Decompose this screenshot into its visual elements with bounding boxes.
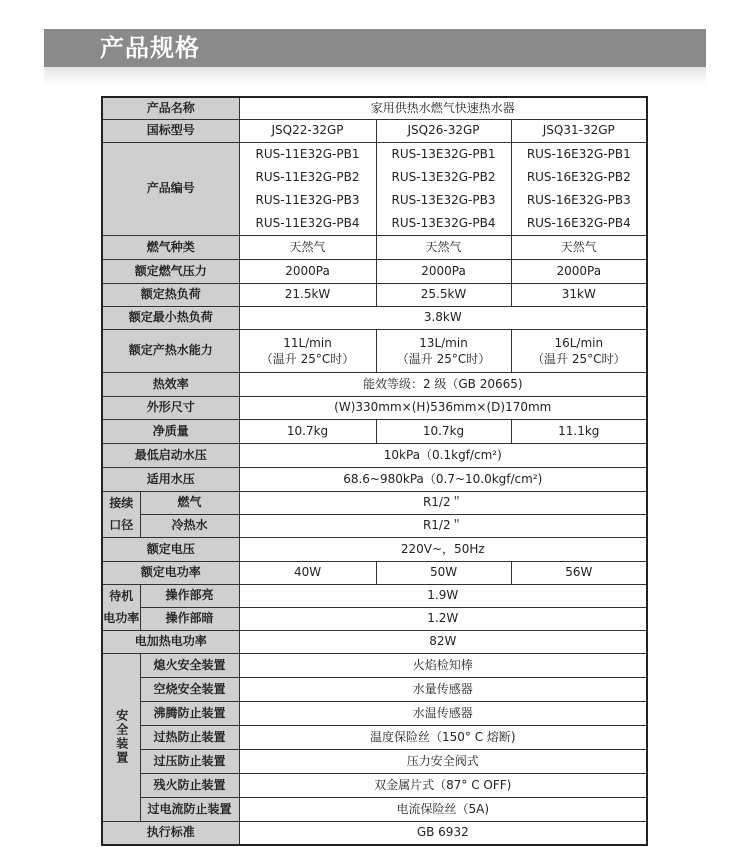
row-label: 操作部亮	[140, 584, 239, 607]
row-label: 热效率	[102, 372, 239, 396]
dimensions-value: (W)330mm×(H)536mm×(D)170mm	[239, 396, 647, 419]
row-label: 燃气种类	[102, 235, 239, 259]
product-code: RUS-11E32G-PB2	[255, 169, 360, 184]
gas-type-value: 天然气	[511, 235, 647, 259]
row-label: 适用水压	[102, 467, 239, 491]
safety-value: 双金属片式（87° C OFF)	[239, 773, 647, 797]
water-connection-value: R1/2＂	[239, 514, 647, 537]
hot-water-capacity-cell	[511, 329, 647, 372]
row-label: 额定燃气压力	[102, 259, 239, 283]
row-label: 执行标准	[102, 821, 239, 845]
row-label: 过电流防止装置	[140, 797, 239, 821]
row-label: 额定电功率	[102, 561, 239, 584]
min-heat-load-value: 3.8kW	[239, 306, 647, 329]
table-row	[102, 283, 647, 306]
gas-pressure-value: 2000Pa	[239, 259, 376, 283]
table-row	[102, 725, 647, 749]
product-code: RUS-13E32G-PB1	[391, 146, 496, 161]
group-label-line: 口径	[109, 518, 134, 532]
safety-value: 水温传感器	[239, 701, 647, 725]
rated-power-value: 40W	[239, 561, 376, 584]
hot-water-capacity-value: 11L/min	[283, 335, 332, 350]
table-row	[102, 537, 647, 561]
row-label: 冷热水	[140, 514, 239, 537]
heat-load-value: 21.5kW	[239, 283, 376, 306]
rated-power-value: 56W	[511, 561, 647, 584]
hot-water-capacity-note: （温升 25°C时）	[260, 351, 355, 366]
safety-value: 火焰检知棒	[239, 653, 647, 677]
safety-value: 压力安全阀式	[239, 749, 647, 773]
hot-water-capacity-value: 16L/min	[554, 335, 604, 350]
product-code: RUS-13E32G-PB2	[391, 169, 496, 184]
row-label: 过热防止装置	[140, 725, 239, 749]
product-name-value: 家用供热水燃气快速热水器	[239, 97, 647, 119]
safety-group-label	[102, 653, 140, 821]
group-label-line: 待机	[109, 589, 134, 603]
safety-group-text: 安全装置	[114, 709, 129, 765]
spec-table	[101, 96, 648, 846]
connection-group-label	[102, 491, 140, 537]
heat-load-value: 25.5kW	[376, 283, 511, 306]
product-code: RUS-11E32G-PB3	[255, 192, 360, 207]
table-row	[102, 561, 647, 584]
table-row	[102, 491, 647, 514]
product-code: RUS-13E32G-PB4	[391, 215, 496, 230]
model-value: JSQ31-32GP	[511, 119, 647, 142]
table-row	[102, 443, 647, 467]
group-label-line: 接续	[109, 496, 134, 510]
product-code: RUS-13E32G-PB3	[391, 192, 496, 207]
table-row	[102, 607, 647, 630]
row-label: 操作部暗	[140, 607, 239, 630]
table-row	[102, 235, 647, 259]
row-label: 燃气	[140, 491, 239, 514]
table-row	[102, 142, 647, 235]
gas-connection-value: R1/2＂	[239, 491, 647, 514]
row-label: 沸腾防止装置	[140, 701, 239, 725]
table-row	[102, 259, 647, 283]
product-code: RUS-11E32G-PB4	[255, 215, 360, 230]
product-code-cell	[239, 142, 376, 235]
section-header-shadow	[44, 67, 706, 85]
standby-bright-value: 1.9W	[239, 584, 647, 607]
row-label: 额定最小热负荷	[102, 306, 239, 329]
gas-pressure-value: 2000Pa	[511, 259, 647, 283]
table-row	[102, 119, 647, 142]
row-label: 额定产热水能力	[102, 329, 239, 372]
gas-type-value: 天然气	[376, 235, 511, 259]
product-code: RUS-16E32G-PB2	[526, 169, 631, 184]
table-row	[102, 701, 647, 725]
hot-water-capacity-cell	[376, 329, 511, 372]
row-label: 外形尺寸	[102, 396, 239, 419]
row-label: 额定电压	[102, 537, 239, 561]
standard-value: GB 6932	[239, 821, 647, 845]
product-code-cell	[511, 142, 647, 235]
table-row	[102, 773, 647, 797]
min-start-pressure-value: 10kPa（0.1kgf/cm²)	[239, 443, 647, 467]
product-code: RUS-16E32G-PB1	[526, 146, 631, 161]
table-row	[102, 749, 647, 773]
rated-power-value: 50W	[376, 561, 511, 584]
standby-dark-value: 1.2W	[239, 607, 647, 630]
row-label: 空烧安全装置	[140, 677, 239, 701]
group-label-line: 电功率	[103, 611, 140, 625]
row-label: 产品名称	[102, 97, 239, 119]
table-row	[102, 514, 647, 537]
product-code-cell	[376, 142, 511, 235]
row-label: 电加热电功率	[102, 630, 239, 653]
product-code: RUS-16E32G-PB4	[526, 215, 631, 230]
safety-value: 电流保险丝（5A)	[239, 797, 647, 821]
table-row	[102, 653, 647, 677]
net-weight-value: 10.7kg	[376, 419, 511, 443]
hot-water-capacity-value: 13L/min	[419, 335, 468, 350]
safety-value: 水量传感器	[239, 677, 647, 701]
table-row	[102, 467, 647, 491]
heat-load-value: 31kW	[511, 283, 647, 306]
heating-power-value: 82W	[239, 630, 647, 653]
table-row	[102, 677, 647, 701]
table-row	[102, 797, 647, 821]
hot-water-capacity-cell	[239, 329, 376, 372]
row-label: 残火防止装置	[140, 773, 239, 797]
row-label: 额定热负荷	[102, 283, 239, 306]
table-row	[102, 419, 647, 443]
gas-pressure-value: 2000Pa	[376, 259, 511, 283]
row-label: 国标型号	[102, 119, 239, 142]
standby-group-label	[102, 584, 140, 630]
rated-voltage-value: 220V~，50Hz	[239, 537, 647, 561]
net-weight-value: 10.7kg	[239, 419, 376, 443]
efficiency-value: 能效等级：2 级（GB 20665)	[239, 372, 647, 396]
row-label: 净质量	[102, 419, 239, 443]
model-value: JSQ26-32GP	[376, 119, 511, 142]
hot-water-capacity-note: （温升 25°C时）	[532, 351, 626, 366]
row-label: 过压防止装置	[140, 749, 239, 773]
product-code: RUS-11E32G-PB1	[255, 146, 360, 161]
model-value: JSQ22-32GP	[239, 119, 376, 142]
hot-water-capacity-note: （温升 25°C时）	[396, 351, 491, 366]
gas-type-value: 天然气	[239, 235, 376, 259]
table-row	[102, 97, 647, 119]
table-row	[102, 306, 647, 329]
table-row	[102, 630, 647, 653]
table-row	[102, 396, 647, 419]
safety-value: 温度保险丝（150° C 熔断)	[239, 725, 647, 749]
product-code: RUS-16E32G-PB3	[526, 192, 631, 207]
table-row	[102, 329, 647, 372]
water-pressure-value: 68.6~980kPa（0.7~10.0kgf/cm²)	[239, 467, 647, 491]
table-row	[102, 821, 647, 845]
row-label: 产品编号	[102, 142, 239, 235]
table-row	[102, 372, 647, 396]
row-label: 最低启动水压	[102, 443, 239, 467]
section-title: 产品规格	[100, 34, 200, 62]
row-label: 熄火安全装置	[140, 653, 239, 677]
table-row	[102, 584, 647, 607]
net-weight-value: 11.1kg	[511, 419, 647, 443]
